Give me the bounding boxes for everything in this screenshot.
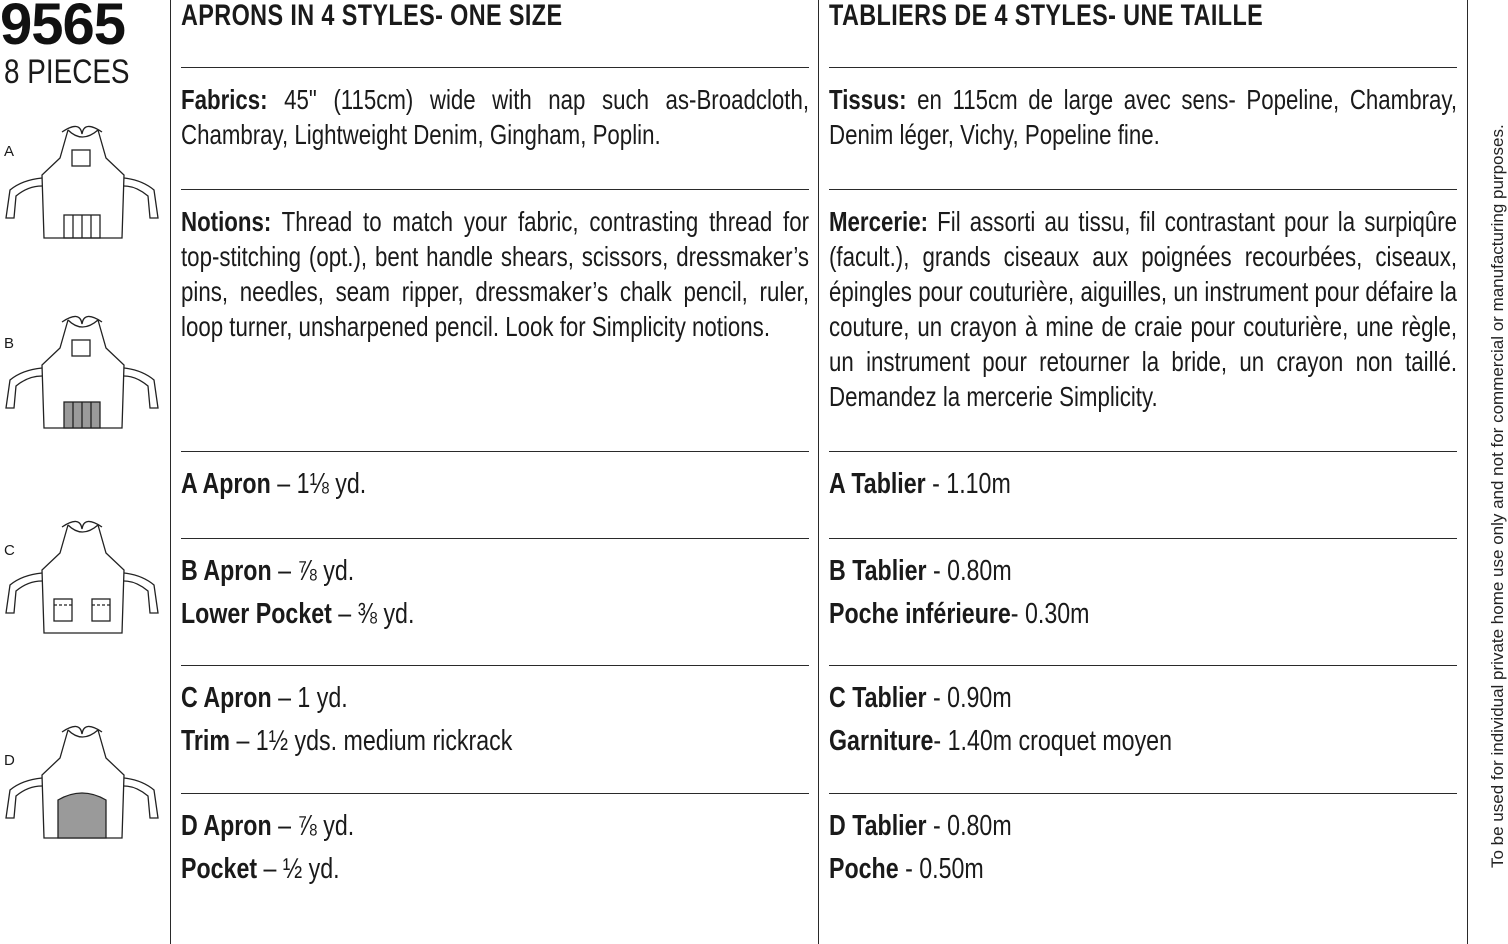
column-divider-right [1467,0,1468,944]
yardage-label: D Apron [181,810,272,842]
notions-label-fr: Mercerie: [829,206,928,237]
yardage-d2-en [181,849,340,889]
notions-fr [829,204,1457,414]
view-letter-d: D [4,752,15,769]
view-letter-b: B [4,335,15,352]
rule [829,665,1457,666]
yardage-a-en [181,464,366,504]
yardage-b2-en [181,594,414,634]
yardage-label: D Tablier [829,810,927,842]
yardage-c2-en [181,721,512,761]
yardage-label: Lower Pocket [181,598,332,630]
title-english: APRONS IN 4 STYLES- ONE SIZE [181,0,563,32]
yardage-value: - 0.80m [933,810,1012,842]
yardage-d2-fr [829,849,984,889]
rule [829,67,1457,68]
yardage-b2-fr [829,594,1089,634]
notions-en [181,204,809,344]
rule [181,665,809,666]
apron-view-a-icon [2,120,162,250]
yardage-value: – 1 yd. [278,682,348,714]
notions-text-fr: Fil assorti au tissu, fil contrastant pour la surpiqûre (facult.), grands ciseaux aux poignées recourbées, ciseaux, épingles pour couturière, aiguilles, un instrument pour défaire la couture, un crayon à mine de craie pour couturière, une règle, un instrument pour retourner la bride, un crayon non taillé. Demandez la mercerie Simplicity. [829,206,1458,412]
rule [181,538,809,539]
fabrics-label-fr: Tissus: [829,84,907,115]
yardage-c-en [181,678,348,718]
column-divider-left [170,0,171,944]
apron-view-d-icon [2,720,162,850]
rule [181,793,809,794]
yardage-label: Pocket [181,853,258,885]
rule [829,793,1457,794]
yardage-value: – ⅞ yd. [278,810,355,842]
fabrics-label-en: Fabrics: [181,84,268,115]
yardage-b-fr [829,551,1012,591]
yardage-b-en [181,551,354,591]
yardage-value: – ⅞ yd. [278,555,355,587]
yardage-value: - 1.10m [932,468,1011,500]
yardage-c2-fr [829,721,1172,761]
yardage-value: - 0.50m [905,853,984,885]
yardage-a-fr [829,464,1011,504]
column-divider-center [818,0,819,944]
yardage-label: A Apron [181,468,271,500]
yardage-value: – 1⅛ yd. [277,468,367,500]
yardage-value: - 0.80m [933,555,1012,587]
yardage-label: Poche inférieure [829,598,1011,630]
yardage-value: - 0.30m [1010,598,1090,630]
yardage-value: – ½ yd. [263,853,340,885]
yardage-d-en [181,806,354,846]
apron-view-c-icon [2,515,162,645]
title-french: TABLIERS DE 4 STYLES- UNE TAILLE [829,0,1264,32]
yardage-label: B Apron [181,555,272,587]
pattern-number: 9565 [0,0,126,57]
yardage-label: C Tablier [829,682,927,714]
view-letter-c: C [4,542,15,559]
yardage-value: – 1½ yds. medium rickrack [236,725,513,757]
rule [829,189,1457,190]
rule [829,451,1457,452]
notions-text-en: Thread to match your fabric, contrasting thread for top-stitching (opt.), bent handle shears, scissors, dressmaker’s pins, needles, seam ripper, dressmaker’s chalk pencil, ruler, loop turner, unsharpened pencil. Look for Simplicity notions. [181,206,810,342]
usage-disclaimer: To be used for individual private home use only and not for commercial or manufacturing purposes. [1488,124,1507,868]
notions-label-en: Notions: [181,206,272,237]
fabrics-text-en: 45" (115cm) wide with nap such as-Broadcloth, Chambray, Lightweight Denim, Gingham, Poplin. [181,84,810,150]
rule [829,538,1457,539]
fabrics-en [181,82,809,152]
yardage-label: B Tablier [829,555,927,587]
yardage-c-fr [829,678,1012,718]
yardage-label: C Apron [181,682,272,714]
yardage-value: – ⅜ yd. [338,598,415,630]
fabrics-text-fr: en 115cm de large avec sens- Popeline, Chambray, Denim léger, Vichy, Popeline fine. [829,84,1458,150]
yardage-d-fr [829,806,1012,846]
rule [181,189,809,190]
rule [181,67,809,68]
fabrics-fr [829,82,1457,152]
yardage-label: Garniture [829,725,934,757]
yardage-label: Trim [181,725,230,757]
pieces-count: 8 PIECES [4,53,130,91]
yardage-label: Poche [829,853,899,885]
apron-view-b-icon [2,310,162,440]
rule [181,451,809,452]
view-letter-a: A [4,143,15,160]
yardage-label: A Tablier [829,468,926,500]
yardage-value: - 1.40m croquet moyen [933,725,1172,757]
yardage-value: - 0.90m [933,682,1012,714]
